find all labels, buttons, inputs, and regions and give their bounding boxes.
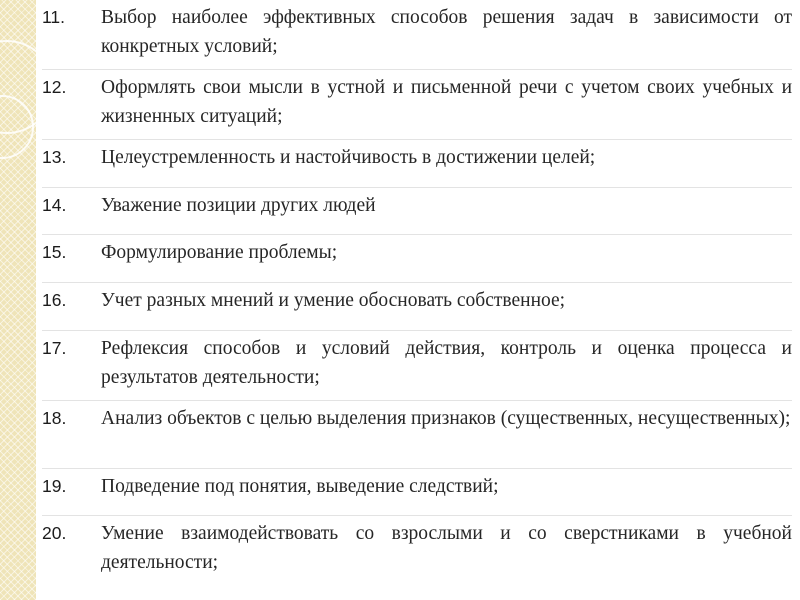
item-text: Уважение позиции других людей: [101, 195, 376, 216]
list-item: [42, 331, 792, 401]
item-text: Подведение под понятия, выведение следствий;: [101, 476, 499, 497]
item-number: 20.: [42, 523, 67, 543]
list-item: [42, 0, 792, 70]
item-number: 19.: [42, 476, 67, 496]
item-text: Анализ объектов с целью выделения признаков (существенных, несущественных);: [101, 408, 791, 429]
decorative-side-strip: [0, 0, 36, 600]
numbered-list: [42, 0, 792, 586]
item-number: 14.: [42, 195, 67, 215]
item-text: Формулирование проблемы;: [101, 242, 338, 263]
item-text: Оформлять свои мысли в устной и письменной речи с учетом своих учебных и жизненных ситуаций;: [101, 77, 792, 127]
list-item: [42, 516, 792, 586]
item-number: 11.: [42, 7, 66, 27]
list-item: [42, 70, 792, 140]
item-number: 12.: [42, 77, 67, 97]
list-item: [42, 469, 792, 516]
item-text: Рефлексия способов и условий действия, контроль и оценка процесса и результатов деятельности;: [101, 338, 792, 388]
list-item: [42, 140, 792, 188]
list-item: [42, 188, 792, 235]
list-item: [42, 283, 792, 331]
item-text: Умение взаимодействовать со взрослыми и со сверстниками в учебной деятельности;: [101, 523, 792, 573]
item-number: 13.: [42, 147, 67, 167]
item-number: 18.: [42, 408, 67, 428]
item-number: 15.: [42, 242, 67, 262]
item-text: Учет разных мнений и умение обосновать собственное;: [101, 290, 566, 311]
item-number: 16.: [42, 290, 67, 310]
list-item: [42, 401, 792, 469]
item-text: Целеустремленность и настойчивость в достижении целей;: [101, 147, 596, 168]
item-text: Выбор наиболее эффективных способов решения задач в зависимости от конкретных условий;: [101, 7, 792, 57]
item-number: 17.: [42, 338, 67, 358]
list-item: [42, 235, 792, 283]
